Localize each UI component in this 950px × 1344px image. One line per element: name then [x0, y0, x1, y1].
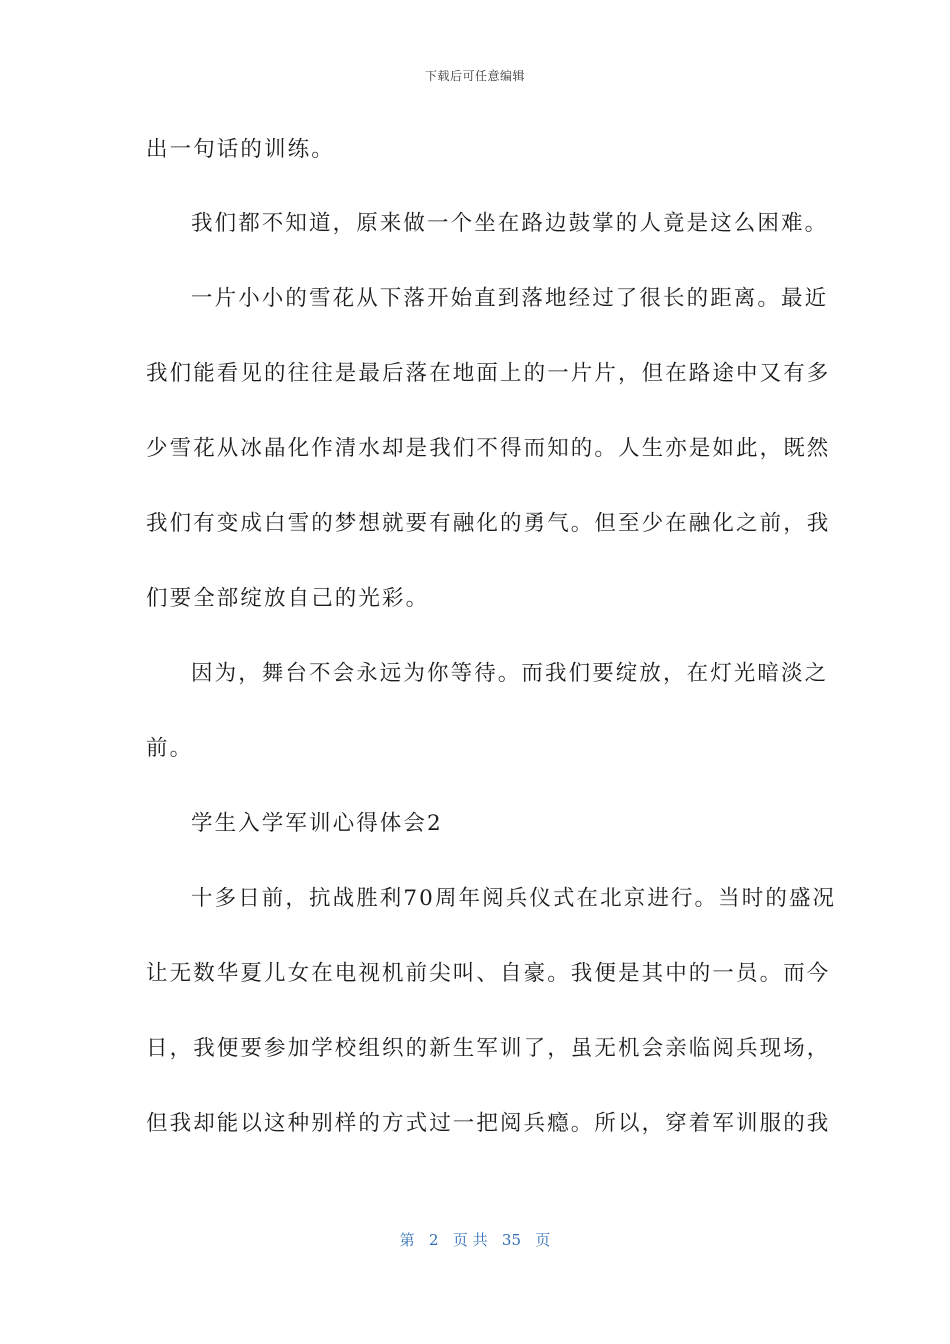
body-line: 我们能看见的往往是最后落在地面上的一片片，但在路途中又有多: [146, 361, 831, 386]
footer-prefix: 第: [399, 1231, 415, 1249]
body-line: 我们都不知道，原来做一个坐在路边鼓掌的人竟是这么困难。: [191, 211, 829, 236]
body-line: 出一句话的训练。: [146, 137, 335, 162]
body-line: 一片小小的雪花从下落开始直到落地经过了很长的距离。最近: [191, 286, 829, 311]
footer-middle: 页 共: [452, 1231, 488, 1249]
body-line: 因为，舞台不会永远为你等待。而我们要绽放，在灯光暗淡之: [191, 661, 829, 686]
body-line: 日，我便要参加学校组织的新生军训了，虽无机会亲临阅兵现场，: [146, 1036, 831, 1061]
body-line: 让无数华夏儿女在电视机前尖叫、自豪。我便是其中的一员。而今: [146, 961, 831, 986]
body-line: 但我却能以这种别样的方式过一把阅兵瘾。所以，穿着军训服的我: [146, 1111, 831, 1136]
body-line: 十多日前，抗战胜利70周年阅兵仪式在北京进行。当时的盛况: [191, 886, 837, 911]
page-footer: [0, 1229, 950, 1250]
footer-suffix: 页: [535, 1231, 551, 1249]
page-header-note: 下载后可任意编辑: [424, 69, 525, 83]
section-heading: 学生入学军训心得体会2: [191, 811, 443, 836]
body-line: 前。: [146, 736, 194, 761]
body-line: 我们有变成白雪的梦想就要有融化的勇气。但至少在融化之前，我: [146, 511, 831, 536]
footer-total-pages: 35: [501, 1231, 522, 1249]
footer-page-number: 2: [428, 1231, 439, 1249]
body-line: 少雪花从冰晶化作清水却是我们不得而知的。人生亦是如此，既然: [146, 436, 831, 461]
body-line: 们要全部绽放自己的光彩。: [146, 586, 430, 611]
